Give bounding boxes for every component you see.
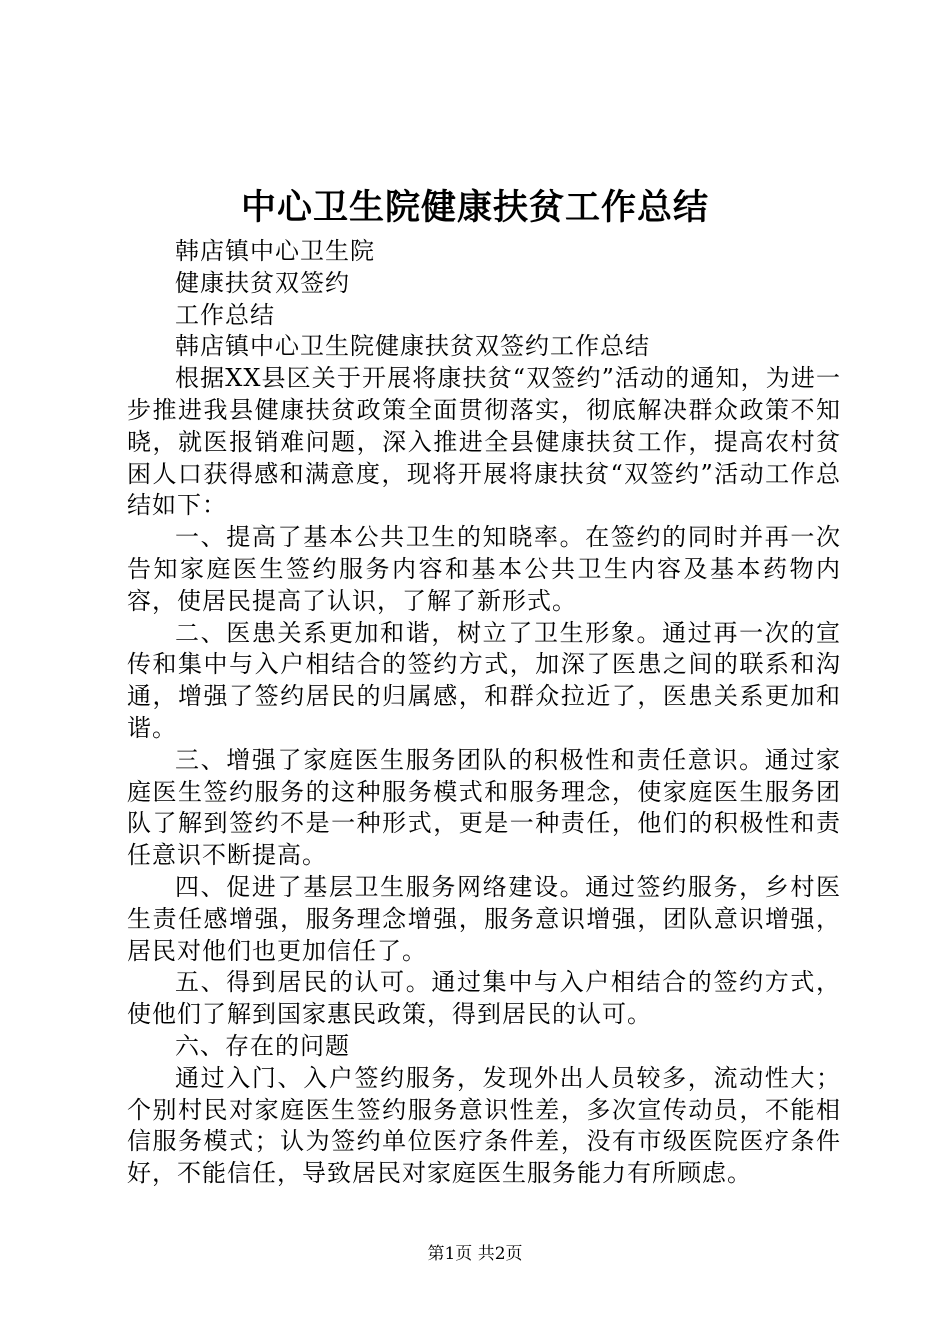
document-title: 中心卫生院健康扶贫工作总结 bbox=[240, 187, 709, 228]
document-paragraph: 四、促进了基层卫生服务网络建设。通过签约服务，乡村医生责任感增强，服务理念增强，服务意识增强，团队意识增强，居民对他们也更加信任了。 bbox=[127, 872, 841, 965]
document-paragraph: 韩店镇中心卫生院健康扶贫双签约工作总结 bbox=[175, 332, 650, 361]
document-paragraph: 五、得到居民的认可。通过集中与入户相结合的签约方式，使他们了解到国家惠民政策，得到居民的认可。 bbox=[127, 968, 841, 1029]
document-paragraph: 工作总结 bbox=[175, 300, 275, 329]
document-paragraph: 一、提高了基本公共卫生的知晓率。在签约的同时并再一次告知家庭医生签约服务内容和基本公共卫生内容及基本药物内容，使居民提高了认识，了解了新形式。 bbox=[127, 523, 841, 615]
document-body bbox=[127, 236, 841, 1190]
document-paragraph: 三、增强了家庭医生服务团队的积极性和责任意识。通过家庭医生签约服务的这种服务模式和服务理念，使家庭医生服务团队了解到签约不是一种形式，更是一种责任，他们的积极性和责任意识不断提高。 bbox=[127, 745, 841, 870]
document-paragraph: 通过入门、入户签约服务，发现外出人员较多，流动性大；个别村民对家庭医生签约服务意识性差，多次宣传动员，不能相信服务模式；认为签约单位医疗条件差，没有市级医院医疗条件好，不能信任，导致居民对家庭医生服务能力有所顾虑。 bbox=[127, 1063, 841, 1188]
page-footer: 第1页 共2页 bbox=[427, 1244, 523, 1264]
document-paragraph: 健康扶贫双签约 bbox=[175, 268, 350, 297]
document-paragraph: 六、存在的问题 bbox=[175, 1031, 350, 1060]
document-paragraph: 韩店镇中心卫生院 bbox=[175, 237, 375, 265]
document-paragraph: 根据XX县区关于开展将康扶贫“双签约”活动的通知，为进一步推进我县健康扶贫政策全面贯彻落实，彻底解决群众政策不知晓，就医报销难问题，深入推进全县健康扶贫工作，提高农村贫困人口获得感和满意度，现将开展将康扶贫“双签约”活动工作总结如下： bbox=[127, 364, 841, 520]
document-paragraph: 二、医患关系更加和谐，树立了卫生形象。通过再一次的宣传和集中与入户相结合的签约方式，加深了医患之间的联系和沟通，增强了签约居民的归属感，和群众拉近了，医患关系更加和谐。 bbox=[127, 618, 841, 742]
